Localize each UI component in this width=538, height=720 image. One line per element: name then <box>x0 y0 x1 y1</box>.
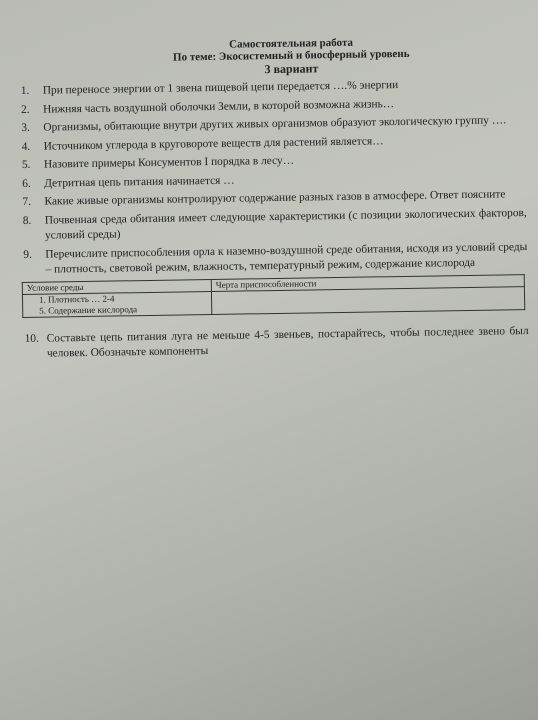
task-text: Источником углерода в круговороте веществ для растений является… <box>43 134 384 153</box>
task-item <box>21 240 527 279</box>
task-number: 9. <box>23 248 32 261</box>
task-text: Организмы, обитающие внутри других живых организмов образуют экологическую группу …. <box>43 114 507 134</box>
task-item-10 <box>23 324 529 363</box>
worksheet-variant: 3 вариант <box>264 61 319 77</box>
task-text: При переносе энергии от 1 звена пищевой цепи передается ….% энергии <box>42 79 399 97</box>
task-text: Назовите примеры Консументов I порядка в лесу… <box>43 154 295 171</box>
task-text: Детритная цепь питания начинается … <box>44 174 235 190</box>
task-item <box>21 206 527 245</box>
worksheet <box>18 34 529 365</box>
task-number: 7. <box>22 195 32 208</box>
task-number: 10. <box>24 332 39 345</box>
task-number: 1. <box>20 84 30 97</box>
table-cell-traits-empty <box>211 286 524 314</box>
task-text: Составьте цепь питания луга не меньше 4-5 звеньев, постарайтесь, чтобы последнее звено был человек. Обозначьте компоненты <box>46 324 529 360</box>
task-number: 3. <box>21 121 30 134</box>
task-number: 5. <box>21 158 31 171</box>
task-number: 8. <box>22 214 32 227</box>
task-text: Почвенная среда обитания имеет следующие характеристики (с позиции экологических факторов, условий среды) <box>44 206 527 242</box>
task-number: 4. <box>21 140 31 153</box>
table-row-label: 5. Содержание кислорода <box>39 303 138 316</box>
table-row-label: 1. Плотность … 2-4 <box>38 293 115 305</box>
worksheet-title: Самостоятельная работа <box>229 36 354 51</box>
task-text: Перечислите приспособления орла к наземно-воздушной среде обитания, исходя из условий среды – плотность, световой режим, влажность, температурный режим, содержание кислорода <box>45 240 528 276</box>
column-header-trait: Черта приспособленности <box>211 274 524 291</box>
adaptation-table <box>22 274 526 318</box>
task-list <box>19 76 528 278</box>
column-header-condition: Условие среды <box>22 279 211 294</box>
worksheet-topic: По теме: Экосистемный и биосферный уровень <box>172 47 410 64</box>
task-number: 6. <box>22 177 31 190</box>
task-text: Какие живые организмы контролируют содержание разных газов в атмосфере. Ответ поясните <box>44 188 506 208</box>
task-number: 2. <box>20 103 30 116</box>
task-text: Нижняя часть воздушной оболочки Земли, в которой возможна жизнь… <box>42 97 395 116</box>
table-cell-conditions <box>22 291 211 317</box>
